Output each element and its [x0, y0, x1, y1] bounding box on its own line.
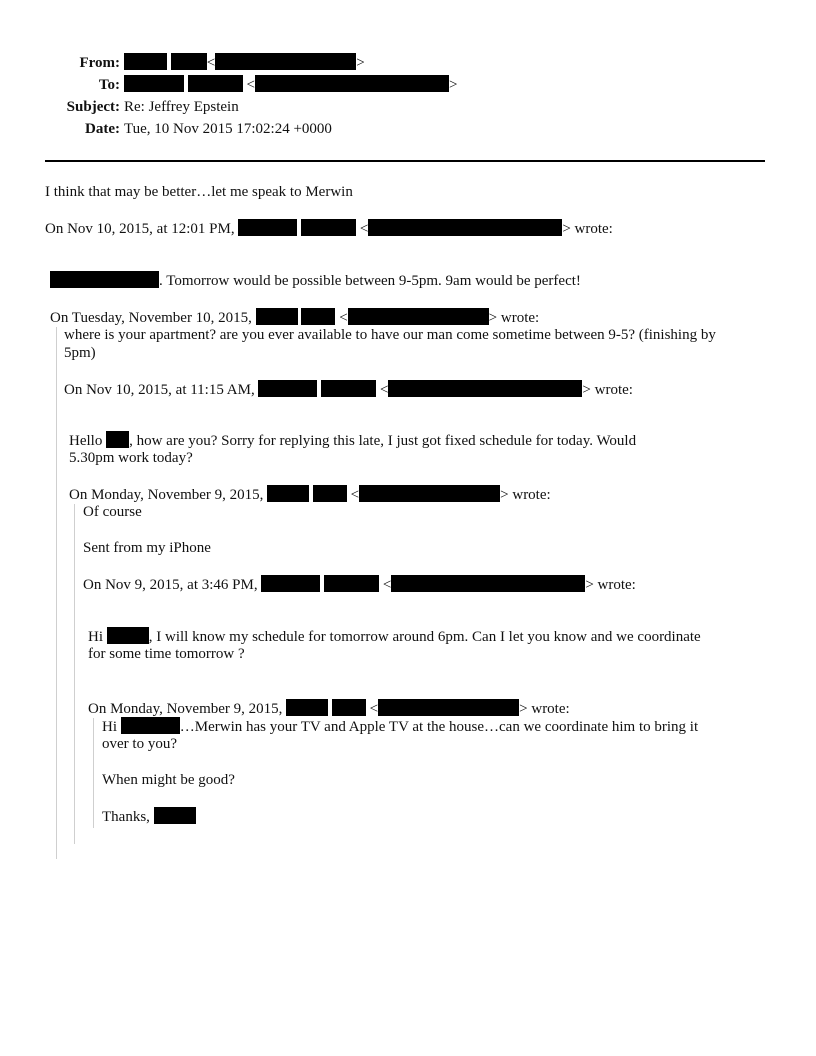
angle-close: >: [356, 55, 365, 71]
quote1-text: . Tomorrow would be possible between 9-5pm. 9am would be perfect!: [50, 271, 581, 290]
quote5-line1: Hi , I will know my schedule for tomorrow around 6pm. Can I let you know and we coordinate: [88, 629, 701, 645]
angle-close: >: [448, 77, 458, 93]
redaction: [388, 380, 582, 397]
quote-bar-level3: [93, 718, 94, 828]
redaction: [215, 53, 356, 70]
top-reply: I think that may be better…let me speak to Merwin: [45, 184, 353, 200]
redaction: [124, 53, 167, 70]
redaction: [286, 699, 328, 716]
header-divider: [45, 160, 765, 162]
header-to-row: [0, 74, 816, 96]
redaction: [107, 627, 149, 644]
quote3-attribution: On Nov 10, 2015, at 11:15 AM, < > wrote:: [64, 382, 633, 398]
header-from-row: [0, 52, 816, 74]
redaction: [368, 219, 562, 236]
redaction: [258, 380, 317, 397]
from-value: [124, 52, 365, 74]
quote2-attribution: On Tuesday, November 10, 2015, < > wrote:: [50, 310, 540, 326]
quote6-line1: Hi …Merwin has your TV and Apple TV at the house…can we coordinate him to bring it: [102, 719, 699, 735]
quote6-line2: over to you?: [102, 736, 177, 752]
redaction: [121, 717, 180, 734]
redaction: [267, 485, 309, 502]
redaction: [301, 308, 335, 325]
redaction: [106, 431, 129, 448]
quote6-thanks: Thanks,: [102, 807, 196, 826]
redaction: [50, 271, 159, 288]
redaction: [124, 75, 184, 92]
angle-open: <: [206, 55, 216, 71]
redaction: [256, 308, 298, 325]
quote-bar-level2: [74, 504, 75, 844]
to-label: To:: [98, 77, 120, 93]
redaction: [171, 53, 207, 70]
quote4-line1: Of course: [83, 504, 142, 520]
redaction: [359, 485, 500, 502]
quote5-line2: for some time tomorrow ?: [88, 646, 245, 662]
redaction: [321, 380, 376, 397]
quote1-attribution: On Nov 10, 2015, at 12:01 PM, < > wrote:: [45, 221, 613, 237]
quote3-line1: Hello , how are you? Sorry for replying this late, I just got fixed schedule for today. Would: [69, 433, 637, 449]
from-label: From:: [79, 55, 120, 71]
quote4-attribution: On Monday, November 9, 2015, < > wrote:: [69, 487, 551, 503]
redaction: [348, 308, 489, 325]
quote-bar-level1: [56, 327, 57, 859]
redaction: [301, 219, 356, 236]
quote6-attribution: On Monday, November 9, 2015, < > wrote:: [88, 701, 570, 717]
quote6-line3: When might be good?: [102, 772, 235, 788]
quote3-line2: 5.30pm work today?: [69, 450, 193, 466]
redaction: [391, 575, 585, 592]
date-label: Date:: [85, 121, 120, 137]
to-value: [124, 74, 457, 96]
redaction: [261, 575, 320, 592]
redaction: [378, 699, 519, 716]
date-value: Tue, 10 Nov 2015 17:02:24 +0000: [124, 121, 332, 137]
subject-label: Subject:: [66, 99, 120, 115]
redaction: [154, 807, 196, 824]
redaction: [255, 75, 449, 92]
angle-open: <: [246, 77, 255, 93]
header-date-row: [0, 118, 816, 140]
redaction: [238, 219, 297, 236]
quote4-line2: Sent from my iPhone: [83, 540, 211, 556]
redaction: [324, 575, 379, 592]
quote5-attribution: On Nov 9, 2015, at 3:46 PM, < > wrote:: [83, 577, 636, 593]
redaction: [188, 75, 243, 92]
subject-value: Re: Jeffrey Epstein: [124, 99, 239, 115]
quote2-line1: where is your apartment? are you ever available to have our man come sometime between 9-5? (finishing by: [64, 327, 716, 343]
redaction: [313, 485, 347, 502]
redaction: [332, 699, 366, 716]
quote2-line2: 5pm): [64, 345, 96, 361]
header-subject-row: [0, 96, 816, 118]
